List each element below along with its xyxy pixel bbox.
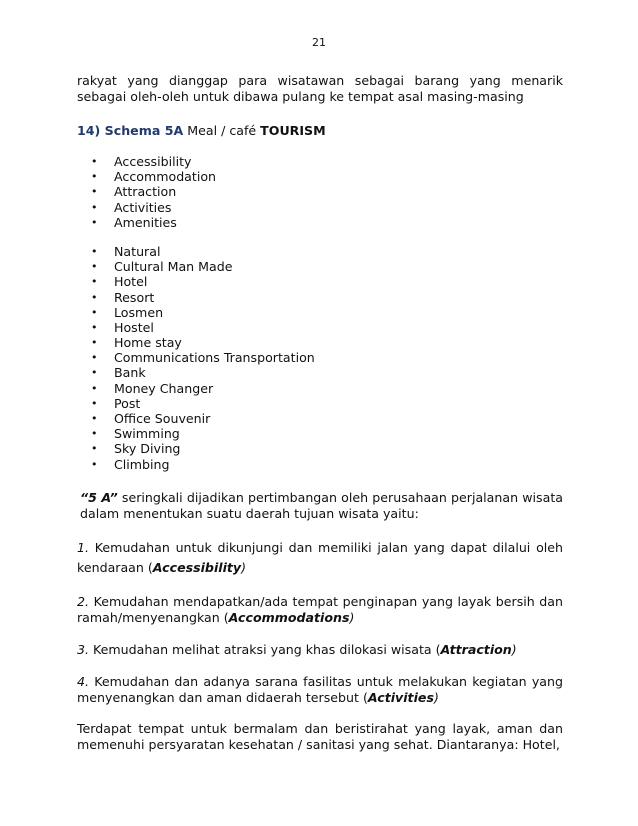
point-term: Activities [367,689,434,705]
list-item-label: Cultural Man Made [114,259,233,275]
list-item [77,335,563,350]
list-item [77,365,563,380]
list-item-label: Climbing [114,456,170,472]
numbered-point [77,594,563,626]
list-item-label: Hostel [114,319,154,335]
five-a-quoted: “5 A” [80,489,118,505]
list-item-label: Money Changer [114,380,214,396]
list-item-label: Amenities [114,214,177,230]
closing-paragraph: Terdapat tempat untuk bermalam dan beristirahat yang layak, aman dan memenuhi persyaratan kesehatan / sanitasi yang sehat. Diantaranya: Hotel, [77,720,563,752]
list-item-label: Activities [114,199,172,215]
list-item-label: Office Souvenir [114,411,211,426]
bullet-icon: • [91,305,98,319]
point-close: ) [241,559,247,575]
list-item-label: Accommodation [114,169,217,185]
list-item-label: Losmen [114,304,164,320]
heading-suffix: TOURISM [260,123,326,138]
list-item-label: Sky Diving [114,441,181,457]
list-item-label: Post [114,395,141,411]
bullet-icon: • [91,366,98,380]
list-item-label: Hotel [114,274,148,290]
list-item-label: Resort [114,289,155,305]
bullet-list-5a [77,154,563,230]
points-list [77,538,563,706]
five-a-text: seringkali dijadikan pertimbangan oleh perusahaan perjalanan wisata dalam menentukan suatu daerah tujuan wisata yaitu: [80,489,563,521]
section-heading [77,123,563,139]
numbered-point [77,642,563,658]
list-item [77,274,563,289]
list-item [77,244,563,259]
bullet-icon: • [91,200,98,214]
bullet-icon: • [91,442,98,456]
heading-prefix: 14) Schema 5A [77,123,184,138]
heading-middle: Meal / café [183,123,261,138]
point-number: 4. [77,673,90,689]
point-close: ) [511,641,517,657]
bullet-icon: • [91,396,98,410]
list-item [77,396,563,411]
intro-paragraph: rakyat yang dianggap para wisatawan sebagai barang yang menarik sebagai oleh-oleh untuk dibawa pulang ke tempat asal masing-masing [77,73,563,104]
point-text: Kemudahan mendapatkan/ada tempat penginapan yang layak bersih dan ramah/menyenangkan ( [77,593,563,625]
bullet-icon: • [91,155,98,168]
list-item [77,169,563,184]
point-number: 1. [77,539,90,555]
list-item [77,154,563,169]
bullet-icon: • [91,427,98,441]
list-item [77,381,563,396]
bullet-icon: • [91,170,98,184]
list-item [77,305,563,320]
page-content [77,73,563,753]
point-close: ) [433,689,439,705]
list-item [77,411,563,426]
bullet-list-facilities [77,244,563,472]
numbered-point [77,674,563,706]
list-item [77,259,563,274]
list-item-label: Swimming [114,426,180,442]
list-item-label: Communications Transportation [114,350,315,366]
list-item-label: Attraction [114,184,177,200]
point-text: Kemudahan melihat atraksi yang khas dilokasi wisata ( [89,641,441,657]
bullet-icon: • [91,457,98,471]
bullet-icon: • [91,244,98,258]
list-item-label: Accessibility [114,154,192,169]
five-a-paragraph [77,490,563,522]
bullet-icon: • [91,290,98,304]
list-item-label: Natural [114,243,161,259]
list-item [77,290,563,305]
list-item [77,184,563,199]
list-item [77,350,563,365]
bullet-icon: • [91,351,98,365]
point-number: 2. [77,593,90,609]
bullet-icon: • [91,275,98,289]
list-item [77,441,563,456]
point-number: 3. [77,641,90,657]
point-text: Kemudahan untuk dikunjungi dan memiliki jalan yang dapat dilalui oleh kendaraan ( [77,539,563,575]
bullet-icon: • [91,336,98,350]
bullet-icon: • [91,185,98,199]
list-item [77,426,563,441]
bullet-icon: • [91,381,98,395]
point-close: ) [349,609,355,625]
numbered-point [77,538,563,578]
list-item [77,215,563,230]
list-item-label: Home stay [114,335,182,351]
list-item [77,457,563,472]
point-term: Accessibility [152,559,242,575]
bullet-icon: • [91,260,98,274]
point-term: Attraction [440,641,512,657]
point-term: Accommodations [228,609,350,625]
list-item-label: Bank [114,365,146,381]
list-item [77,320,563,335]
bullet-icon: • [91,215,98,229]
bullet-icon: • [91,320,98,334]
point-text: Kemudahan dan adanya sarana fasilitas untuk melakukan kegiatan yang menyenangkan dan aman didaerah tersebut ( [77,673,563,705]
list-item [77,200,563,215]
page-number: 21 [312,36,326,49]
bullet-icon: • [91,412,98,425]
